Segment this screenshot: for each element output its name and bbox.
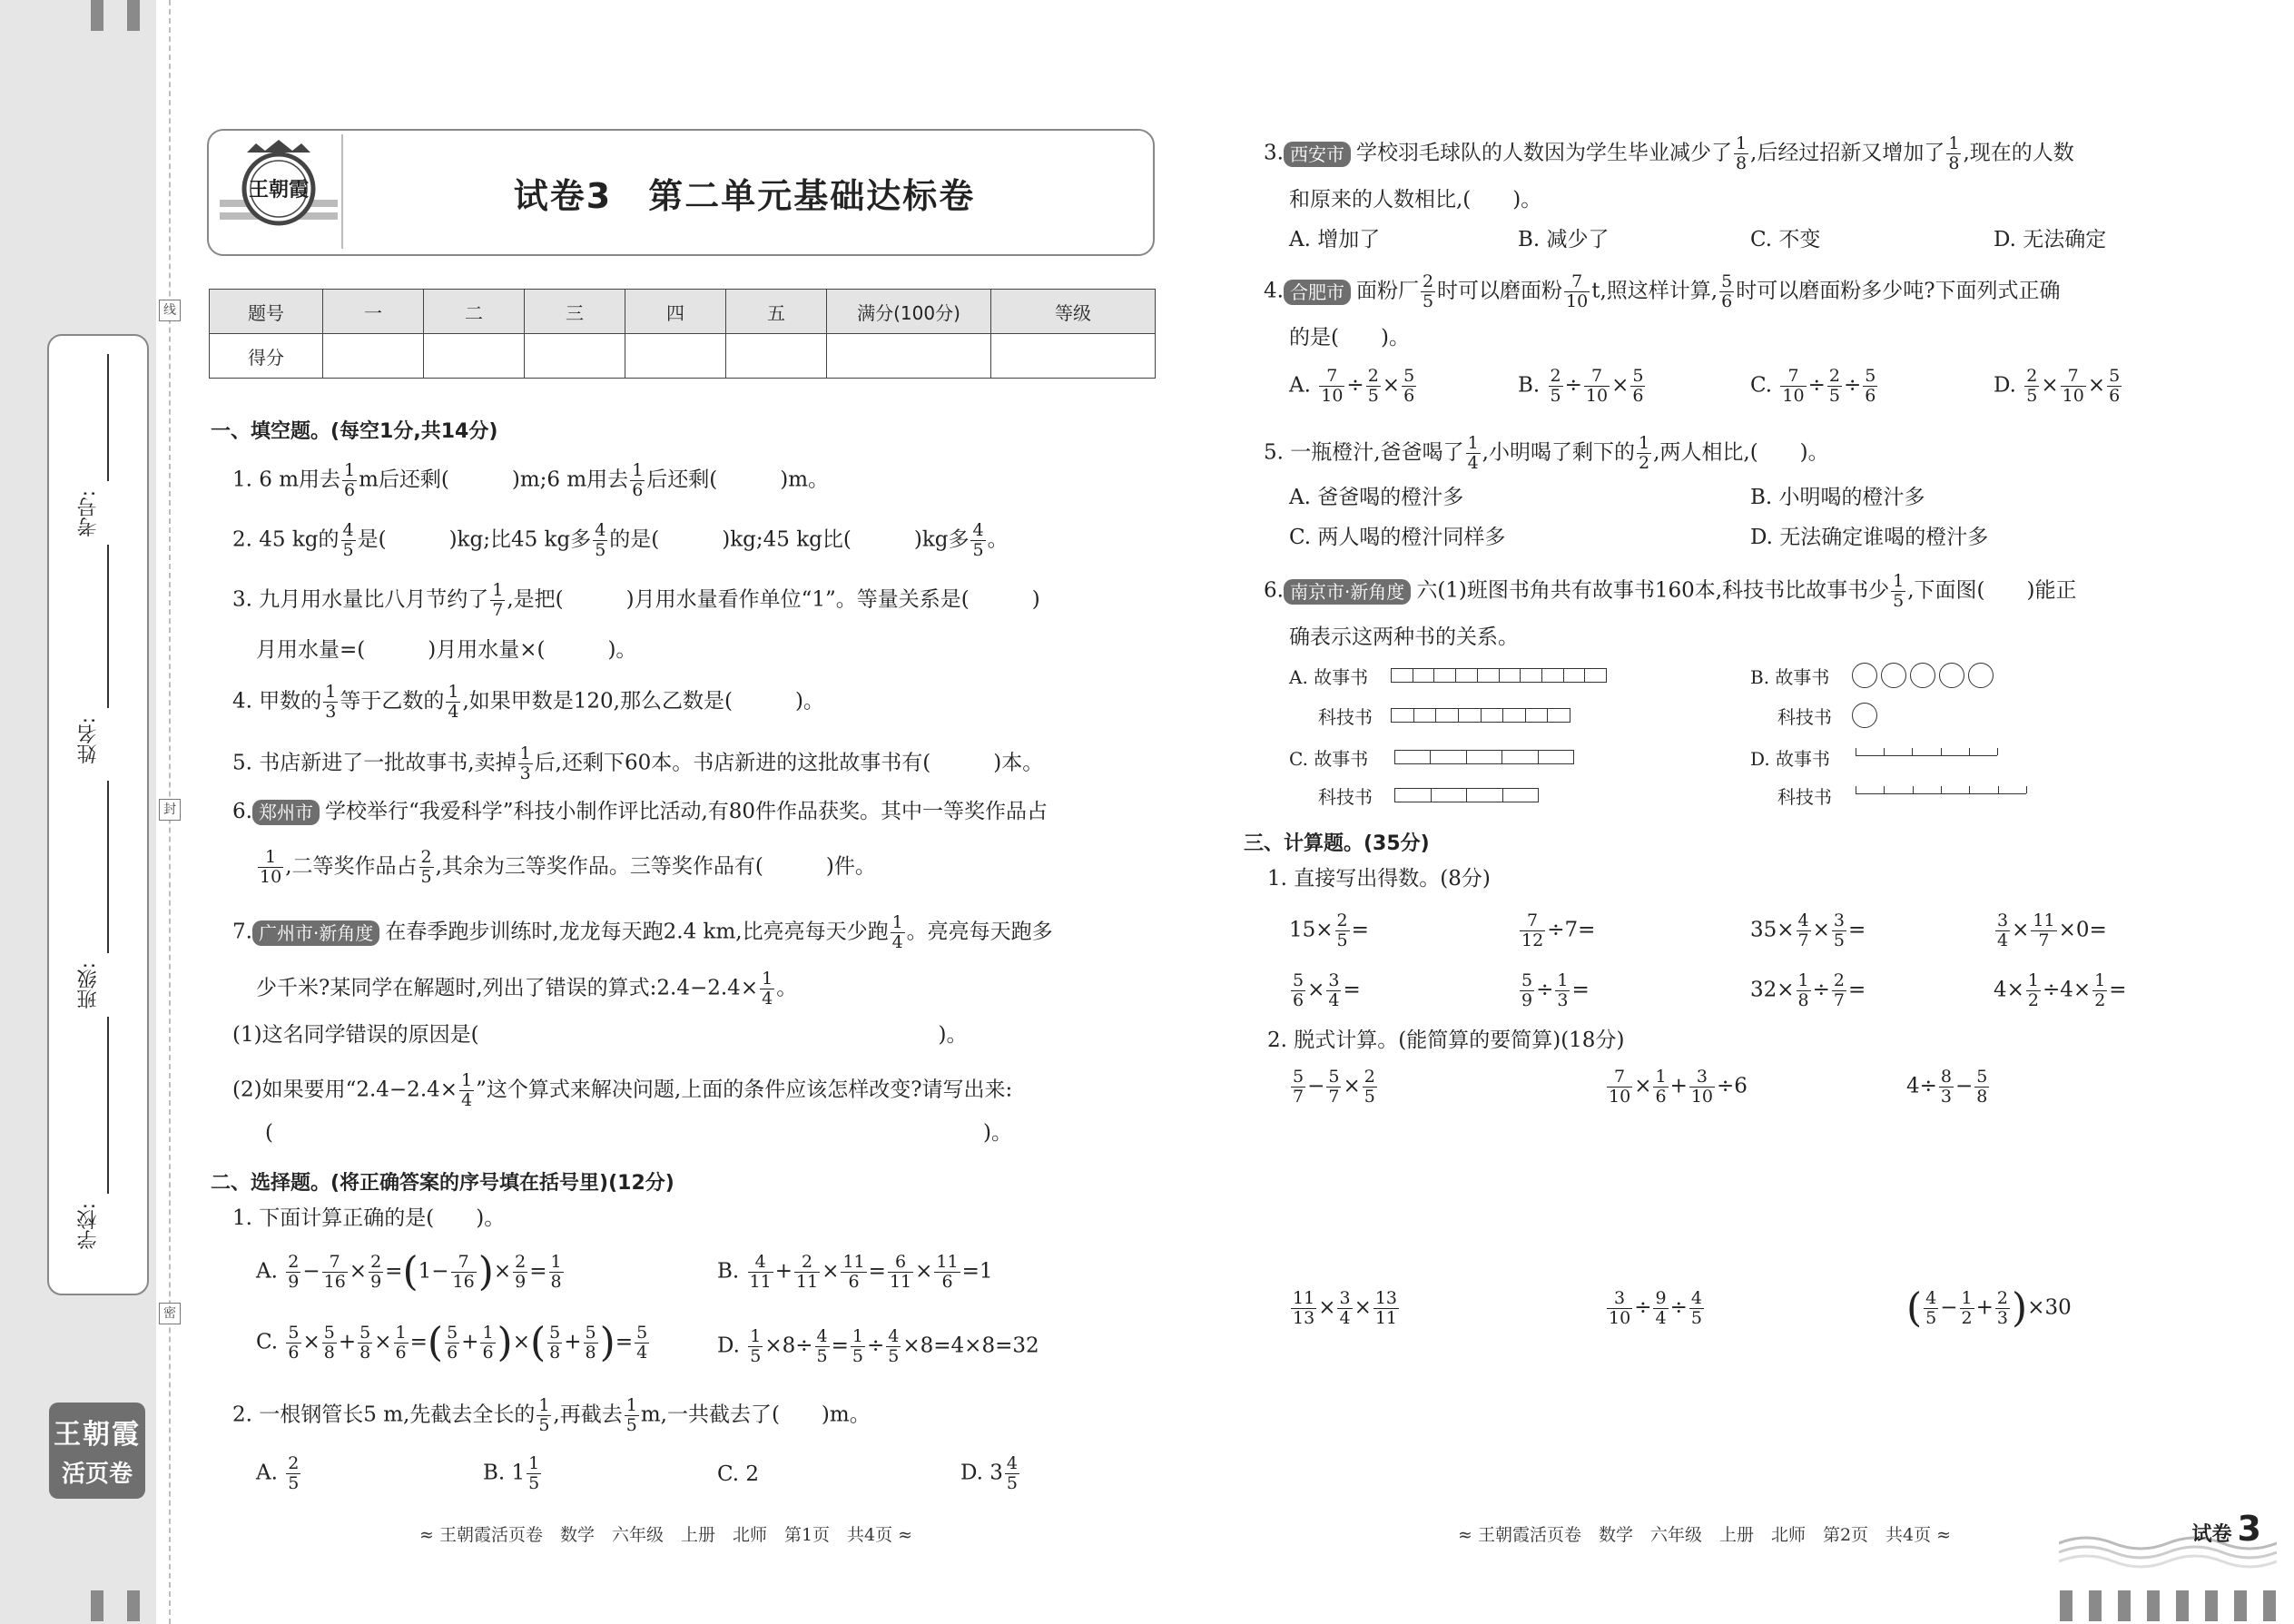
calc-item: 32× $\frac{1}{8}$ ÷ $\frac{2}{7}$ = bbox=[1750, 970, 1866, 1010]
question-2-2: 2. 一根钢管长5 m,先截去全长的 $\frac{1}{5}$ ,再截去 $\frac{1}{5}$ m,一共截去了( )m。 bbox=[232, 1395, 871, 1435]
section3-title: 三、计算题。(35分) bbox=[1244, 832, 1430, 855]
question-2-4-option-d: D. $\frac{2}{5}$ × $\frac{7}{10}$ × $\frac{5}{6}$ bbox=[1994, 366, 2121, 406]
question-2-6: 6. 南京市·新角度 六(1)班图书角共有故事书160本,科技书比故事书少 $\frac{1}{5}$ ,下面图( )能正 bbox=[1264, 571, 2077, 611]
cut-mark-feng: 封 bbox=[159, 799, 181, 821]
page-title: 试卷3 第二单元基础达标卷 bbox=[513, 176, 976, 216]
exam-number-label: 考号: bbox=[77, 490, 100, 537]
diagram-b-story-label: B. 故事书 bbox=[1750, 666, 1830, 688]
binding-tick bbox=[127, 0, 140, 31]
cut-mark-xian: 线 bbox=[159, 300, 181, 321]
question-1-2: 2. 45 kg的 $\frac{4}{5}$ 是( )kg;比45 kg多 $\frac{4}{5}$ 的是( )kg;45 kg比( )kg多 $\frac{4}{5}$ 。 bbox=[232, 520, 1009, 560]
question-2-1-option-d: D. $\frac{1}{5}$ ×8÷ $\frac{4}{5}$ = $\frac{1}{5}$ ÷ $\frac{4}{5}$ ×8=4×8=32 bbox=[717, 1326, 1039, 1366]
calc-item: $\frac{7}{12}$ ÷7= bbox=[1521, 910, 1596, 950]
question-2-5-option-d: D. 无法确定谁喝的橙汁多 bbox=[1750, 526, 1989, 549]
score-header-cell: 二 bbox=[424, 290, 525, 334]
calc-item: 4× $\frac{1}{2}$ ÷4× $\frac{1}{2}$ = bbox=[1994, 970, 2127, 1010]
diagram-d-science-label: 科技书 bbox=[1777, 786, 1832, 808]
footer-right: ≈ 王朝霞活页卷 数学 六年级 上册 北师 第2页 共4页 ≈ bbox=[1458, 1525, 1952, 1545]
question-2-3-option-c: C. 不变 bbox=[1750, 228, 1821, 251]
diagram-c-story-bar bbox=[1394, 750, 1574, 764]
question-2-3-option-a: A. 增加了 bbox=[1289, 228, 1381, 251]
score-header-cell: 四 bbox=[625, 290, 726, 334]
score-cell[interactable] bbox=[726, 334, 827, 379]
question-1-4: 4. 甲数的 $\frac{1}{3}$ 等于乙数的 $\frac{1}{4}$ ,如果甲数是120,那么乙数是( )。 bbox=[232, 682, 824, 722]
question-2-3-option-b: B. 减少了 bbox=[1518, 228, 1610, 251]
school-line[interactable] bbox=[107, 1017, 109, 1194]
exam-number-line[interactable] bbox=[107, 354, 109, 481]
score-header-cell: 满分(100分) bbox=[827, 290, 991, 334]
question-2-5: 5. 一瓶橙汁,爸爸喝了 $\frac{1}{4}$ ,小明喝了剩下的 $\frac{1}{2}$ ,两人相比,( )。 bbox=[1264, 433, 1829, 473]
question-1-7-sub2: (2)如果要用“2.4−2.4× $\frac{1}{4}$ ”这个算式来解决问题,上面的条件应该怎样改变?请写出来: bbox=[232, 1070, 1013, 1110]
diagram-a-story-label: A. 故事书 bbox=[1289, 666, 1369, 688]
question-1-5: 5. 书店新进了一批故事书,卖掉 $\frac{1}{3}$ 后,还剩下60本。书店新进的这批故事书有( )本。 bbox=[232, 743, 1044, 783]
binding-tick bbox=[91, 0, 103, 31]
question-2-4-cont: 的是( )。 bbox=[1289, 326, 1410, 349]
question-2-3: 3. 西安市 学校羽毛球队的人数因为学生毕业减少了 $\frac{1}{8}$ ,后经过招新又增加了 $\frac{1}{8}$ ,现在的人数 bbox=[1264, 133, 2074, 173]
question-2-5-option-a: A. 爸爸喝的橙汁多 bbox=[1289, 486, 1464, 509]
calc-item: $\frac{5}{9}$ ÷ $\frac{1}{3}$ = bbox=[1521, 970, 1590, 1010]
score-header-cell: 等级 bbox=[991, 290, 1156, 334]
section3-part1: 1. 直接写出得数。(8分) bbox=[1267, 867, 1491, 891]
question-2-1-option-b: B. $\frac{4}{11}$ + $\frac{2}{11}$ × $\frac{11}{6}$ = $\frac{6}{11}$ × $\frac{11}{6}$ =1 bbox=[717, 1252, 993, 1292]
calc-item: $\frac{5}{6}$ × $\frac{3}{4}$ = bbox=[1293, 970, 1361, 1010]
question-2-6-cont: 确表示这两种书的关系。 bbox=[1289, 625, 1519, 649]
score-header-cell: 五 bbox=[726, 290, 827, 334]
section2-title: 二、选择题。(将正确答案的序号填在括号里)(12分) bbox=[211, 1172, 674, 1195]
brand-line1: 王朝霞 bbox=[54, 1419, 141, 1451]
diagram-a-science-label: 科技书 bbox=[1318, 706, 1373, 728]
calc-step-item: 4÷ $\frac{8}{3}$ − $\frac{5}{8}$ bbox=[1906, 1067, 1988, 1107]
diagram-d-story-label: D. 故事书 bbox=[1750, 748, 1831, 770]
calc-item: 15× $\frac{2}{5}$ = bbox=[1289, 910, 1369, 950]
diagram-b-science-label: 科技书 bbox=[1777, 706, 1832, 728]
question-2-2-option-d: D. 3 $\frac{4}{5}$ bbox=[960, 1453, 1018, 1493]
question-1-7: 7. 广州市·新角度 在春季跑步训练时,龙龙每天跑2.4 km,比亮亮每天少跑 $\frac{1}{4}$ 。亮亮每天跑多 bbox=[232, 912, 1053, 952]
cut-mark-mi: 密 bbox=[159, 1303, 181, 1324]
region-tag: 广州市·新角度 bbox=[252, 920, 379, 946]
question-2-5-option-c: C. 两人喝的橙汁同样多 bbox=[1289, 526, 1506, 549]
name-label: 姓名: bbox=[77, 717, 100, 764]
score-row-label: 得分 bbox=[210, 334, 323, 379]
binding-tick bbox=[91, 1590, 103, 1621]
diagram-d-story-line bbox=[1856, 755, 1997, 756]
question-2-4-option-b: B. $\frac{2}{5}$ ÷ $\frac{7}{10}$ × $\frac{5}{6}$ bbox=[1518, 366, 1644, 406]
score-cell[interactable] bbox=[525, 334, 625, 379]
question-2-1-option-a: A. $\frac{2}{9}$ − $\frac{7}{16}$ × $\frac{2}{9}$ =(1− $\frac{7}{16}$ )× $\frac{2}{9}$ = $\frac{1}{8}$ bbox=[256, 1248, 562, 1295]
diagram-c-science-label: 科技书 bbox=[1318, 786, 1373, 808]
diagram-b-story-circles bbox=[1852, 663, 1994, 688]
class-label: 班级: bbox=[77, 962, 100, 1009]
question-1-6: 6. 郑州市 学校举行“我爱科学”科技小制作评比活动,有80件作品获奖。其中一等奖作品占 bbox=[232, 800, 1049, 823]
question-2-4-option-a: A. $\frac{7}{10}$ ÷ $\frac{2}{5}$ × $\frac{5}{6}$ bbox=[1289, 366, 1415, 406]
diagram-d-science-line bbox=[1856, 793, 2026, 794]
paper-number-value: 3 bbox=[2237, 1509, 2261, 1549]
region-tag: 西安市 bbox=[1284, 142, 1351, 167]
region-tag: 郑州市 bbox=[252, 800, 320, 825]
score-cell[interactable] bbox=[625, 334, 726, 379]
footer-left: ≈ 王朝霞活页卷 数学 六年级 上册 北师 第1页 共4页 ≈ bbox=[419, 1525, 913, 1545]
paper-number-label: 试卷 bbox=[2191, 1523, 2232, 1546]
question-1-3-cont: 月用水量=( )月用水量×( )。 bbox=[256, 638, 637, 662]
question-1-1: 1. 6 m用去 $\frac{1}{6}$ m后还剩( )m;6 m用去 $\frac{1}{6}$ 后还剩( )m。 bbox=[232, 460, 830, 500]
score-cell[interactable] bbox=[827, 334, 991, 379]
brand-line2: 活页卷 bbox=[61, 1461, 133, 1488]
header-divider bbox=[341, 134, 343, 249]
score-row bbox=[210, 334, 1156, 379]
question-2-4-option-c: C. $\frac{7}{10}$ ÷ $\frac{2}{5}$ ÷ $\frac{5}{6}$ bbox=[1750, 366, 1876, 406]
diagram-c-science-bar bbox=[1394, 788, 1539, 802]
question-1-6-cont: $\frac{1}{10}$ ,二等奖作品占 $\frac{2}{5}$ ,其余为三等奖作品。三等奖作品有( )件。 bbox=[260, 847, 876, 887]
publisher-seal-icon bbox=[220, 136, 338, 245]
region-tag: 合肥市 bbox=[1284, 280, 1351, 305]
binding-tick bbox=[127, 1590, 140, 1621]
score-header-cell: 一 bbox=[323, 290, 424, 334]
section1-title: 一、填空题。(每空1分,共14分) bbox=[211, 420, 498, 443]
score-cell[interactable] bbox=[323, 334, 424, 379]
diagram-a-story-bar bbox=[1391, 668, 1607, 683]
question-2-2-option-b: B. 1 $\frac{1}{5}$ bbox=[483, 1453, 540, 1493]
question-2-3-option-d: D. 无法确定 bbox=[1994, 228, 2107, 251]
question-2-4: 4. 合肥市 面粉厂 $\frac{2}{5}$ 时可以磨面粉 $\frac{7}{10}$ t,照这样计算, $\frac{5}{6}$ 时可以磨面粉多少吨?下面列式正确 bbox=[1264, 271, 2061, 311]
score-header-cell: 题号 bbox=[210, 290, 323, 334]
calc-item: 35× $\frac{4}{7}$ × $\frac{3}{5}$ = bbox=[1750, 910, 1866, 950]
brand-logo-box bbox=[49, 1403, 145, 1499]
score-header-cell: 三 bbox=[525, 290, 625, 334]
calc-step-item: $\frac{7}{10}$ × $\frac{1}{6}$ + $\frac{3}{10}$ ÷6 bbox=[1609, 1067, 1748, 1107]
diagram-a-science-bar bbox=[1391, 708, 1570, 723]
question-2-5-option-b: B. 小明喝的橙汁多 bbox=[1750, 486, 1925, 509]
diagram-b-science-circles bbox=[1852, 703, 1877, 728]
calc-item: $\frac{3}{4}$ × $\frac{11}{7}$ ×0= bbox=[1997, 910, 2107, 950]
question-1-7-sub1: (1)这名同学错误的原因是( )。 bbox=[232, 1023, 968, 1047]
student-info-box bbox=[47, 334, 149, 1295]
score-header-row bbox=[210, 290, 1156, 334]
diagram-c-story-label: C. 故事书 bbox=[1289, 748, 1369, 770]
svg-text:王朝霞: 王朝霞 bbox=[248, 179, 310, 202]
score-cell[interactable] bbox=[991, 334, 1156, 379]
calc-step-item: $\frac{3}{10}$ ÷ $\frac{9}{4}$ ÷ $\frac{4}{5}$ bbox=[1609, 1288, 1702, 1328]
school-label: 学校: bbox=[77, 1203, 100, 1250]
question-2-1-option-c: C. $\frac{5}{6}$ × $\frac{5}{8}$ + $\frac{5}{8}$ × $\frac{1}{6}$ =( $\frac{5}{6}$ + $\frac{1}{6}$ )×( $\frac{5}{8}$ + $\frac{5}{8}$ )= $\frac{5}{4}$ bbox=[256, 1319, 648, 1366]
class-line[interactable] bbox=[107, 781, 109, 953]
binding-ticks-bottom bbox=[2060, 1590, 2276, 1621]
name-line[interactable] bbox=[107, 545, 109, 708]
question-1-7-answer: ( )。 bbox=[265, 1121, 1012, 1145]
paper-number bbox=[2192, 1509, 2261, 1549]
question-1-3: 3. 九月用水量比八月节约了 $\frac{1}{7}$ ,是把( )月用水量看作单位“1”。等量关系是( ) bbox=[232, 580, 1040, 620]
question-1-7-cont: 少千米?某同学在解题时,列出了错误的算式:2.4−2.4× $\frac{1}{4}$ 。 bbox=[256, 969, 798, 1009]
calc-step-item: ( $\frac{4}{5}$ − $\frac{1}{2}$ + $\frac{2}{3}$ )×30 bbox=[1906, 1284, 2072, 1332]
question-2-2-option-c: C. 2 bbox=[717, 1462, 760, 1486]
calc-step-item: $\frac{11}{13}$ × $\frac{3}{4}$ × $\frac{13}{11}$ bbox=[1293, 1288, 1398, 1328]
section3-part2: 2. 脱式计算。(能简算的要简算)(18分) bbox=[1267, 1029, 1625, 1052]
question-2-3-cont: 和原来的人数相比,( )。 bbox=[1289, 188, 1542, 212]
question-2-1: 1. 下面计算正确的是( )。 bbox=[232, 1206, 506, 1230]
score-table bbox=[209, 289, 1156, 379]
score-cell[interactable] bbox=[424, 334, 525, 379]
question-2-2-option-a: A. $\frac{2}{5}$ bbox=[256, 1453, 300, 1493]
region-tag: 南京市·新角度 bbox=[1284, 579, 1411, 605]
calc-step-item: $\frac{5}{7}$ − $\frac{5}{7}$ × $\frac{2}{5}$ bbox=[1293, 1067, 1375, 1107]
